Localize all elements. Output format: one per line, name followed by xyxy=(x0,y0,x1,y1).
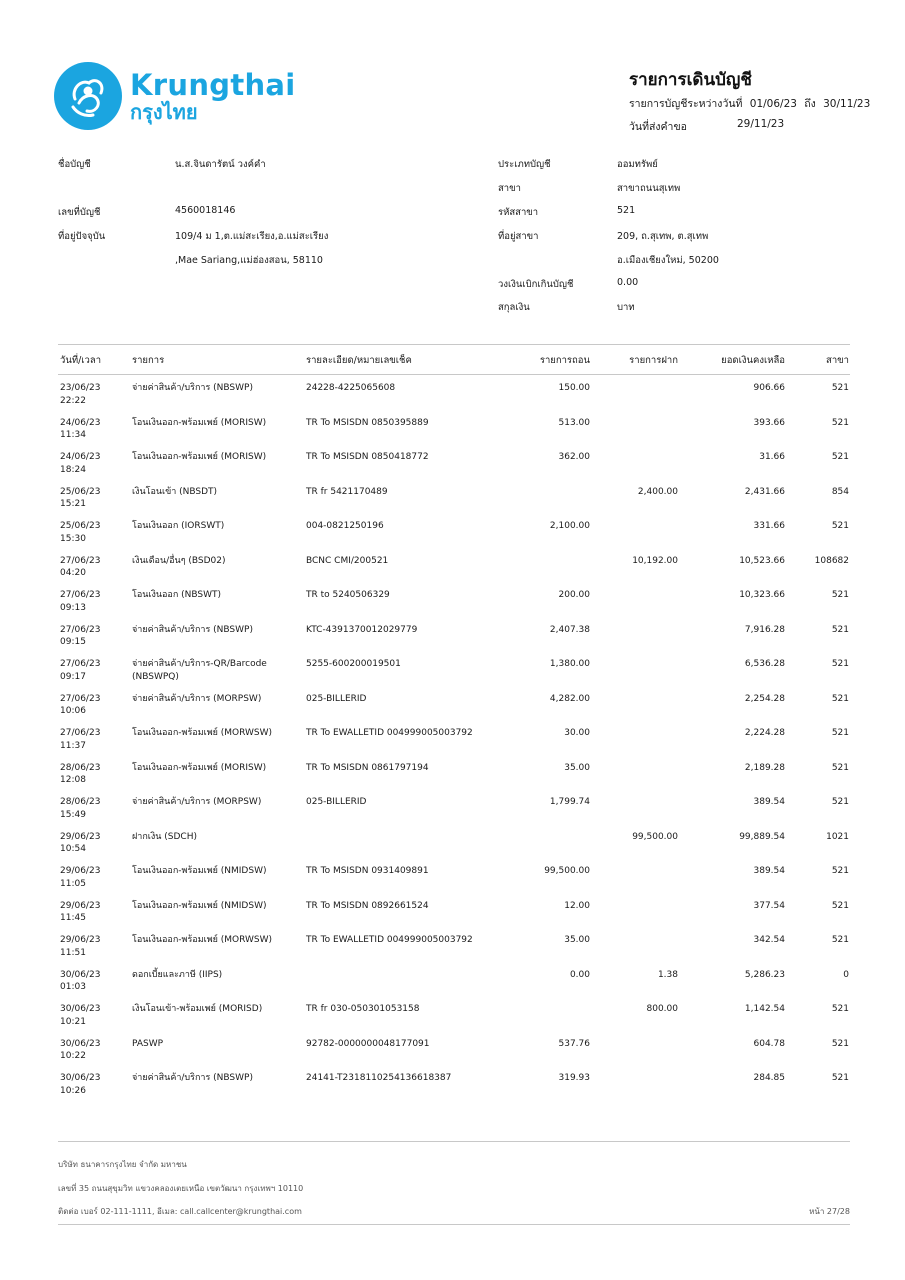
row-time-value: 11:37 xyxy=(60,740,86,751)
row-description: ฝากเงิน (SDCH) xyxy=(132,831,197,842)
row-detail: KTC-4391370012029779 xyxy=(306,624,418,635)
table-row xyxy=(58,796,850,831)
row-branch: 521 xyxy=(831,693,849,704)
row-balance: 10,523.66 xyxy=(739,555,785,566)
row-withdraw: 537.76 xyxy=(558,1038,590,1049)
table-row xyxy=(58,900,850,935)
branch-name: สาขาถนนสุเทพ xyxy=(617,183,681,194)
account-number-label: เลขที่บัญชี xyxy=(58,207,101,218)
row-detail: TR fr 030-050301053158 xyxy=(306,1004,420,1014)
row-balance: 31.66 xyxy=(759,452,785,462)
row-branch: 521 xyxy=(831,452,849,462)
row-time-value: 09:13 xyxy=(60,602,86,613)
logo-name-en: Krungthai xyxy=(130,67,296,102)
row-date xyxy=(60,865,100,890)
footer-divider-bottom xyxy=(58,1224,850,1225)
row-time-value: 10:26 xyxy=(60,1085,86,1096)
row-time-value: 09:17 xyxy=(60,671,86,682)
request-date-row xyxy=(629,118,785,135)
col-branch-header: สาขา xyxy=(826,355,849,366)
page-number: หน้า 27/28 xyxy=(809,1207,850,1216)
footer-company: บริษัท ธนาคารกรุงไทย จำกัด มหาชน xyxy=(58,1160,187,1169)
row-time-value: 10:22 xyxy=(60,1051,86,1061)
row-detail: 5255-600200019501 xyxy=(306,659,401,669)
row-time-value: 11:51 xyxy=(60,947,86,958)
row-description: เงินเดือน/อื่นๆ (BSD02) xyxy=(132,555,226,566)
row-time-value: 11:45 xyxy=(60,913,86,923)
address-label: ที่อยู่ปัจจุบัน xyxy=(58,231,106,242)
row-date-value: 27/06/23 xyxy=(60,590,101,600)
branch-address-line-1: 209, ถ.สุเทพ, ต.สุเทพ xyxy=(617,231,709,242)
row-branch: 521 xyxy=(831,866,849,876)
row-balance: 1,142.54 xyxy=(744,1004,785,1014)
footer-divider-top xyxy=(58,1141,850,1142)
row-withdraw: 4,282.00 xyxy=(549,693,590,704)
row-description: เงินโอนเข้า-พร้อมเพย์ (MORISD) xyxy=(132,1004,263,1014)
row-date-value: 25/06/23 xyxy=(60,486,101,497)
row-deposit: 1.38 xyxy=(657,969,678,980)
row-detail: TR To EWALLETID 004999005003792 xyxy=(306,728,473,738)
row-branch: 521 xyxy=(831,1073,849,1083)
row-withdraw: 99,500.00 xyxy=(544,866,590,876)
row-time-value: 10:54 xyxy=(60,844,86,854)
row-branch: 521 xyxy=(831,935,849,945)
row-date-value: 30/06/23 xyxy=(60,969,101,980)
bank-logo xyxy=(54,62,296,130)
row-balance: 393.66 xyxy=(753,417,785,428)
table-row xyxy=(58,417,850,452)
row-date xyxy=(60,451,100,476)
col-desc-header: รายการ xyxy=(132,355,165,366)
row-date-value: 30/06/23 xyxy=(60,1038,101,1049)
row-withdraw: 0.00 xyxy=(569,969,590,980)
row-date-value: 29/06/23 xyxy=(60,831,101,842)
row-balance: 342.54 xyxy=(753,935,785,945)
row-withdraw: 30.00 xyxy=(564,728,590,738)
table-row xyxy=(58,520,850,555)
row-withdraw: 362.00 xyxy=(558,452,590,462)
col-withdraw-header: รายการถอน xyxy=(539,355,590,366)
row-branch: 521 xyxy=(831,521,849,531)
row-date xyxy=(60,382,100,407)
row-detail: 025-BILLERID xyxy=(306,693,367,704)
footer-contact: ติดต่อ เบอร์ 02-111-1111, อีเมล: call.callcenter@krungthai.com xyxy=(58,1207,302,1216)
row-withdraw: 35.00 xyxy=(564,762,590,773)
account-name: น.ส.จินดารัตน์ วงค์คำ xyxy=(175,159,266,170)
account-name-label: ชื่อบัญชี xyxy=(58,159,91,170)
row-time-value: 01:03 xyxy=(60,982,86,992)
row-branch: 521 xyxy=(831,797,849,807)
row-description: โอนเงินออก (IORSWT) xyxy=(132,521,225,531)
row-description: โอนเงินออก-พร้อมเพย์ (MORISW) xyxy=(132,417,267,428)
row-date xyxy=(60,555,100,580)
table-row xyxy=(58,1072,850,1107)
transactions-table-header xyxy=(58,344,850,375)
row-time-value: 22:22 xyxy=(60,395,86,406)
row-balance: 2,254.28 xyxy=(744,693,785,704)
row-withdraw: 200.00 xyxy=(558,590,590,600)
row-balance: 604.78 xyxy=(753,1038,785,1049)
col-detail-header: รายละเอียด/หมายเลขเช็ค xyxy=(306,355,412,366)
row-date-value: 29/06/23 xyxy=(60,935,101,945)
row-time-value: 10:06 xyxy=(60,706,86,716)
row-description: ดอกเบี้ยและภาษี (IIPS) xyxy=(132,969,223,980)
row-date xyxy=(60,796,100,821)
row-withdraw: 319.93 xyxy=(558,1073,590,1083)
col-balance-header: ยอดเงินคงเหลือ xyxy=(721,355,785,366)
table-row xyxy=(58,589,850,624)
row-balance: 906.66 xyxy=(753,383,785,393)
row-time-value: 09:15 xyxy=(60,637,86,647)
row-detail: TR To EWALLETID 004999005003792 xyxy=(306,935,473,945)
period-label: รายการบัญชีระหว่างวันที่ xyxy=(629,98,743,110)
row-withdraw: 2,100.00 xyxy=(549,521,590,531)
row-date xyxy=(60,658,100,683)
row-date xyxy=(60,727,100,752)
row-date xyxy=(60,417,100,442)
footer-address: เลขที่ 35 ถนนสุขุมวิท แขวงคลองเตยเหนือ เขตวัฒนา กรุงเทพฯ 10110 xyxy=(58,1184,304,1193)
table-row xyxy=(58,382,850,417)
col-date-header: วันที่/เวลา xyxy=(60,355,102,366)
transactions-table-body xyxy=(58,382,850,1107)
row-detail: 004-0821250196 xyxy=(306,521,384,531)
row-date xyxy=(60,624,100,649)
row-branch: 1021 xyxy=(826,831,849,842)
branch-label: สาขา xyxy=(498,183,521,194)
row-branch: 521 xyxy=(831,1038,849,1049)
table-row xyxy=(58,831,850,866)
overdraft-value: 0.00 xyxy=(617,277,639,288)
row-date xyxy=(60,486,100,511)
row-balance: 99,889.54 xyxy=(739,831,785,842)
row-time-value: 15:21 xyxy=(60,499,86,509)
row-balance: 389.54 xyxy=(753,866,785,876)
row-description: โอนเงินออก-พร้อมเพย์ (MORWSW) xyxy=(132,728,273,738)
row-deposit: 10,192.00 xyxy=(632,555,678,566)
row-date-value: 23/06/23 xyxy=(60,383,101,393)
row-date xyxy=(60,900,100,925)
row-time-value: 04:20 xyxy=(60,568,86,578)
row-detail: BCNC CMI/200521 xyxy=(306,555,389,566)
table-row xyxy=(58,1003,850,1038)
row-description: จ่ายค่าสินค้า/บริการ (NBSWP) xyxy=(132,624,253,635)
row-withdraw: 513.00 xyxy=(558,417,590,428)
col-deposit-header: รายการฝาก xyxy=(629,355,678,366)
period-from: 01/06/23 xyxy=(749,98,797,110)
row-balance: 284.85 xyxy=(753,1073,785,1083)
row-detail: TR To MSISDN 0931409891 xyxy=(306,866,429,876)
row-date-value: 29/06/23 xyxy=(60,900,101,911)
table-row xyxy=(58,451,850,486)
row-time-value: 18:24 xyxy=(60,464,86,475)
row-date-value: 28/06/23 xyxy=(60,797,101,807)
row-detail: 24228-4225065608 xyxy=(306,383,396,393)
table-row xyxy=(58,693,850,728)
table-row xyxy=(58,969,850,1004)
row-time-value: 11:05 xyxy=(60,878,86,889)
table-row xyxy=(58,555,850,590)
row-detail: TR To MSISDN 0850395889 xyxy=(306,417,429,428)
row-date-value: 25/06/23 xyxy=(60,521,101,531)
table-row xyxy=(58,762,850,797)
table-row xyxy=(58,486,850,521)
row-branch: 521 xyxy=(831,590,849,600)
row-description: จ่ายค่าสินค้า/บริการ (MORPSW) xyxy=(132,693,262,704)
row-date xyxy=(60,693,100,718)
address-line-1: 109/4 ม 1,ต.แม่สะเรียง,อ.แม่สะเรียง xyxy=(175,231,329,242)
row-description: จ่ายค่าสินค้า/บริการ (NBSWP) xyxy=(132,1073,253,1083)
row-description: โอนเงินออก (NBSWT) xyxy=(132,590,222,600)
account-number: 4560018146 xyxy=(175,205,236,216)
row-balance: 2,431.66 xyxy=(744,486,785,497)
row-description: จ่ายค่าสินค้า/บริการ-QR/Barcode (NBSWPQ) xyxy=(132,659,267,682)
row-time-value: 11:34 xyxy=(60,430,86,440)
row-balance: 6,536.28 xyxy=(744,659,785,669)
row-date-value: 27/06/23 xyxy=(60,624,101,635)
row-detail: TR fr 5421170489 xyxy=(306,486,388,497)
row-date xyxy=(60,831,100,856)
row-branch: 521 xyxy=(831,417,849,428)
row-withdraw: 1,799.74 xyxy=(549,797,590,807)
row-withdraw: 35.00 xyxy=(564,935,590,945)
request-date: 29/11/23 xyxy=(737,118,785,130)
table-row xyxy=(58,1038,850,1073)
row-withdraw: 150.00 xyxy=(558,383,590,393)
row-detail: TR to 5240506329 xyxy=(306,590,390,600)
period-to-word: ถึง xyxy=(804,98,816,110)
row-description: จ่ายค่าสินค้า/บริการ (MORPSW) xyxy=(132,797,262,807)
row-branch: 521 xyxy=(831,762,849,773)
row-time-value: 15:49 xyxy=(60,809,86,820)
row-description: โอนเงินออก-พร้อมเพย์ (MORISW) xyxy=(132,452,267,462)
row-date xyxy=(60,520,100,545)
row-description: โอนเงินออก-พร้อมเพย์ (MORWSW) xyxy=(132,935,273,945)
row-balance: 389.54 xyxy=(753,797,785,807)
row-date xyxy=(60,934,100,959)
row-date-value: 24/06/23 xyxy=(60,452,101,462)
table-row xyxy=(58,658,850,693)
currency-label: สกุลเงิน xyxy=(498,302,530,313)
row-withdraw: 12.00 xyxy=(564,900,590,911)
row-branch: 521 xyxy=(831,1004,849,1014)
row-description: PASWP xyxy=(132,1038,164,1049)
row-description: โอนเงินออก-พร้อมเพย์ (MORISW) xyxy=(132,762,267,773)
table-row xyxy=(58,934,850,969)
account-type: ออมทรัพย์ xyxy=(617,159,658,170)
krungthai-bird-icon xyxy=(54,62,122,130)
row-branch: 521 xyxy=(831,659,849,669)
table-row xyxy=(58,727,850,762)
row-balance: 10,323.66 xyxy=(739,590,785,600)
table-row xyxy=(58,865,850,900)
row-date-value: 27/06/23 xyxy=(60,555,101,566)
row-deposit: 99,500.00 xyxy=(632,831,678,842)
address-line-2: ,Mae Sariang,แม่ฮ่องสอน, 58110 xyxy=(175,255,323,266)
row-branch: 521 xyxy=(831,900,849,911)
row-withdraw: 1,380.00 xyxy=(549,659,590,669)
row-deposit: 800.00 xyxy=(646,1004,678,1014)
row-branch: 108682 xyxy=(814,555,849,566)
row-date-value: 30/06/23 xyxy=(60,1073,101,1083)
row-detail: TR To MSISDN 0861797194 xyxy=(306,762,429,773)
row-detail: 92782-0000000048177091 xyxy=(306,1038,430,1049)
account-type-label: ประเภทบัญชี xyxy=(498,159,551,170)
row-date xyxy=(60,589,100,614)
row-date-value: 24/06/23 xyxy=(60,417,101,428)
row-date xyxy=(60,1003,100,1028)
row-detail: TR To MSISDN 0892661524 xyxy=(306,900,429,911)
branch-address-label: ที่อยู่สาขา xyxy=(498,231,539,242)
row-date xyxy=(60,762,100,787)
branch-address-line-2: อ.เมืองเชียงใหม่, 50200 xyxy=(617,255,719,266)
row-date-value: 27/06/23 xyxy=(60,693,101,704)
row-balance: 331.66 xyxy=(753,521,785,531)
branch-code: 521 xyxy=(617,205,636,216)
row-description: จ่ายค่าสินค้า/บริการ (NBSWP) xyxy=(132,383,253,393)
currency-value: บาท xyxy=(617,302,635,313)
row-balance: 2,189.28 xyxy=(744,762,785,773)
row-time-value: 12:08 xyxy=(60,775,86,785)
row-detail: 025-BILLERID xyxy=(306,797,367,807)
row-branch: 521 xyxy=(831,728,849,738)
row-date-value: 27/06/23 xyxy=(60,659,101,669)
row-date xyxy=(60,969,100,994)
row-date-value: 29/06/23 xyxy=(60,866,101,876)
row-withdraw: 2,407.38 xyxy=(549,624,590,635)
table-row xyxy=(58,624,850,659)
request-label: วันที่ส่งคำขอ xyxy=(629,121,687,133)
row-balance: 7,916.28 xyxy=(744,624,785,635)
row-branch: 0 xyxy=(843,969,849,980)
row-date-value: 27/06/23 xyxy=(60,728,101,738)
row-balance: 377.54 xyxy=(753,900,785,911)
row-branch: 521 xyxy=(831,383,849,393)
overdraft-label: วงเงินเบิกเกินบัญชี xyxy=(498,279,574,290)
row-time-value: 15:30 xyxy=(60,533,86,544)
row-date-value: 28/06/23 xyxy=(60,762,101,773)
row-balance: 2,224.28 xyxy=(744,728,785,738)
row-branch: 854 xyxy=(831,486,849,497)
row-time-value: 10:21 xyxy=(60,1016,86,1027)
row-branch: 521 xyxy=(831,624,849,635)
branch-code-label: รหัสสาขา xyxy=(498,207,539,218)
row-date xyxy=(60,1038,100,1063)
row-description: โอนเงินออก-พร้อมเพย์ (NMIDSW) xyxy=(132,900,267,911)
row-date-value: 30/06/23 xyxy=(60,1004,101,1014)
row-detail: TR To MSISDN 0850418772 xyxy=(306,452,429,462)
statement-title: รายการเดินบัญชี xyxy=(629,70,752,90)
row-deposit: 2,400.00 xyxy=(637,486,678,497)
row-description: เงินโอนเข้า (NBSDT) xyxy=(132,486,218,497)
logo-name-th: กรุงไทย xyxy=(130,99,198,124)
row-detail: 24141-T2318110254136618387 xyxy=(306,1073,452,1083)
statement-period xyxy=(629,95,874,112)
row-description: โอนเงินออก-พร้อมเพย์ (NMIDSW) xyxy=(132,866,267,876)
period-to: 30/11/23 xyxy=(823,98,871,110)
row-balance: 5,286.23 xyxy=(744,969,785,980)
row-date xyxy=(60,1072,100,1097)
